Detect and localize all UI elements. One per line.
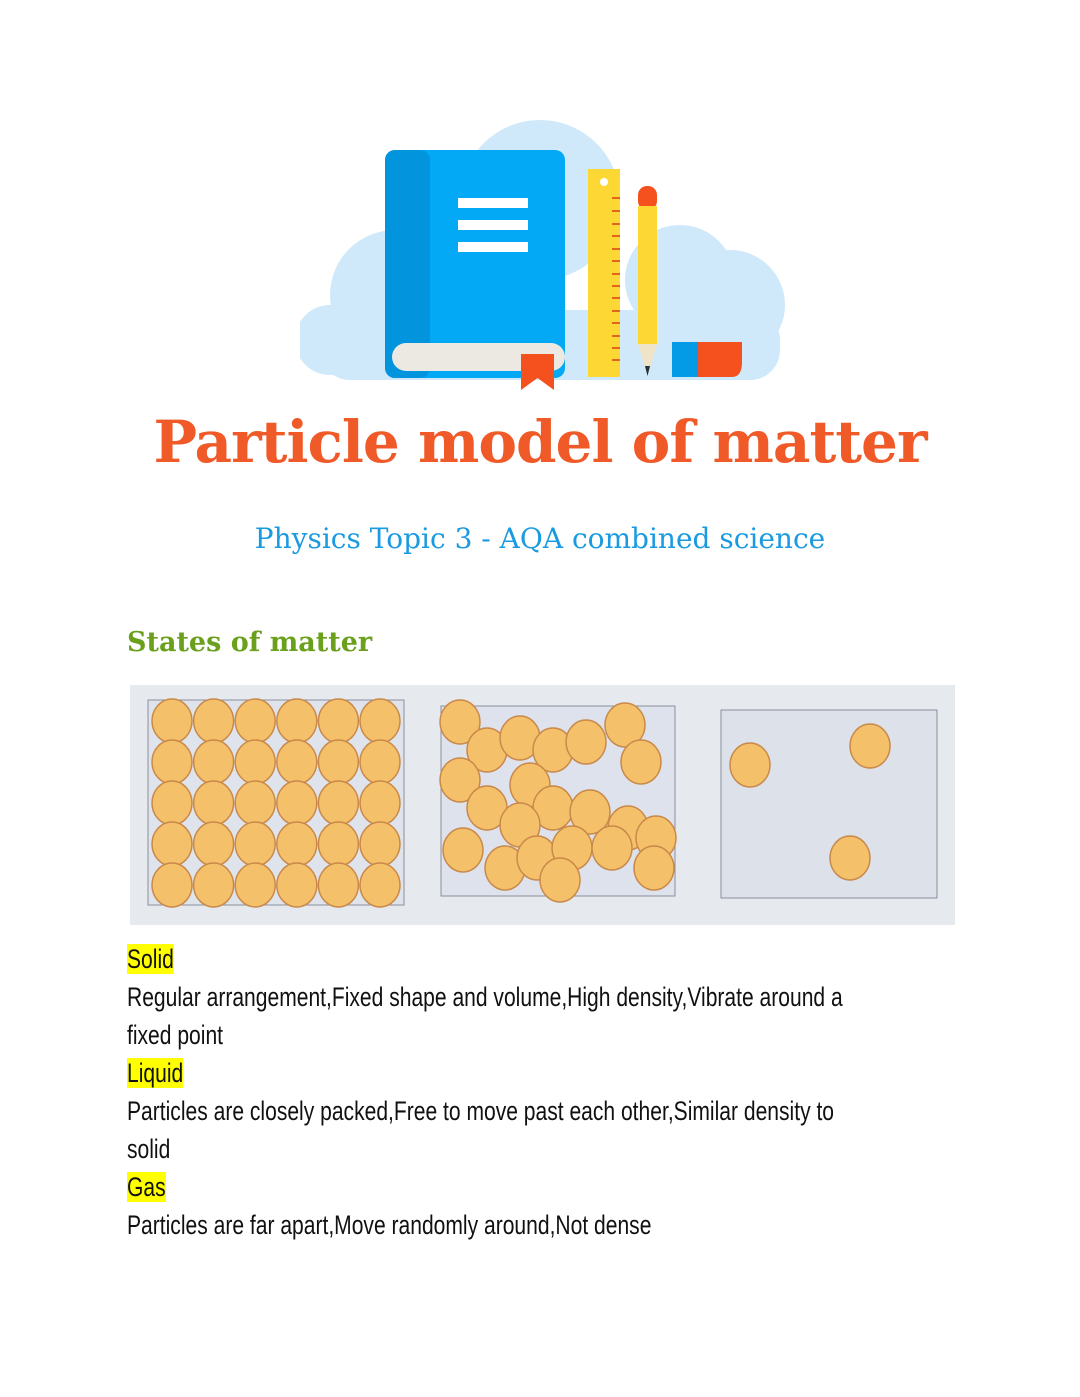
solid-particle [152, 699, 192, 743]
liquid-particle [592, 826, 632, 870]
hero-illustration [300, 110, 800, 390]
solid-particle [152, 822, 192, 866]
gas-description: Particles are far apart,Move randomly around,Not dense [127, 1210, 652, 1240]
liquid-label: Liquid [127, 1058, 184, 1088]
solid-particle [235, 822, 275, 866]
solid-particle [318, 781, 358, 825]
solid-particle [318, 822, 358, 866]
solid-description-2: fixed point [127, 1020, 224, 1050]
ruler-icon [588, 169, 620, 377]
solid-particle [277, 699, 317, 743]
liquid-particle [540, 858, 580, 902]
solid-description-1: Regular arrangement,Fixed shape and volume,High density,Vibrate around a [127, 982, 843, 1012]
liquid-particle [634, 846, 674, 890]
gas-particle [830, 836, 870, 880]
solid-particle [152, 863, 192, 907]
liquid-particle [566, 720, 606, 764]
gas-particle [850, 724, 890, 768]
solid-particle [318, 740, 358, 784]
solid-particle [152, 740, 192, 784]
eraser-icon [672, 342, 742, 377]
solid-particle [277, 740, 317, 784]
liquid-description-2: solid [127, 1134, 171, 1164]
solid-particle [194, 740, 234, 784]
liquid-particle [621, 740, 661, 784]
solid-particle [318, 863, 358, 907]
solid-particle [194, 699, 234, 743]
gas-label: Gas [127, 1172, 166, 1202]
solid-particle [235, 863, 275, 907]
solid-particle [194, 781, 234, 825]
solid-particle [152, 781, 192, 825]
pencil-icon [638, 186, 657, 376]
solid-particle [360, 740, 400, 784]
solid-particle [360, 863, 400, 907]
page-title: Particle model of matter [153, 408, 927, 476]
solid-label: Solid [127, 944, 174, 974]
states-of-matter-photo [130, 685, 955, 925]
solid-particle [235, 781, 275, 825]
solid-particle [277, 781, 317, 825]
liquid-description-1: Particles are closely packed,Free to move past each other,Similar density to [127, 1096, 835, 1126]
gas-box [721, 710, 937, 898]
solid-particle [360, 822, 400, 866]
page-subtitle: Physics Topic 3 - AQA combined science [254, 522, 826, 555]
solid-particle [235, 699, 275, 743]
solid-particle [194, 822, 234, 866]
solid-particle [360, 781, 400, 825]
liquid-particle [443, 828, 483, 872]
states-notes [127, 940, 1007, 1244]
book-icon [385, 150, 565, 390]
solid-particle [277, 822, 317, 866]
solid-particle [360, 699, 400, 743]
section-heading: States of matter [127, 627, 373, 658]
gas-particle [730, 743, 770, 787]
solid-particle [235, 740, 275, 784]
solid-particle [318, 699, 358, 743]
solid-particle [194, 863, 234, 907]
solid-particle [277, 863, 317, 907]
